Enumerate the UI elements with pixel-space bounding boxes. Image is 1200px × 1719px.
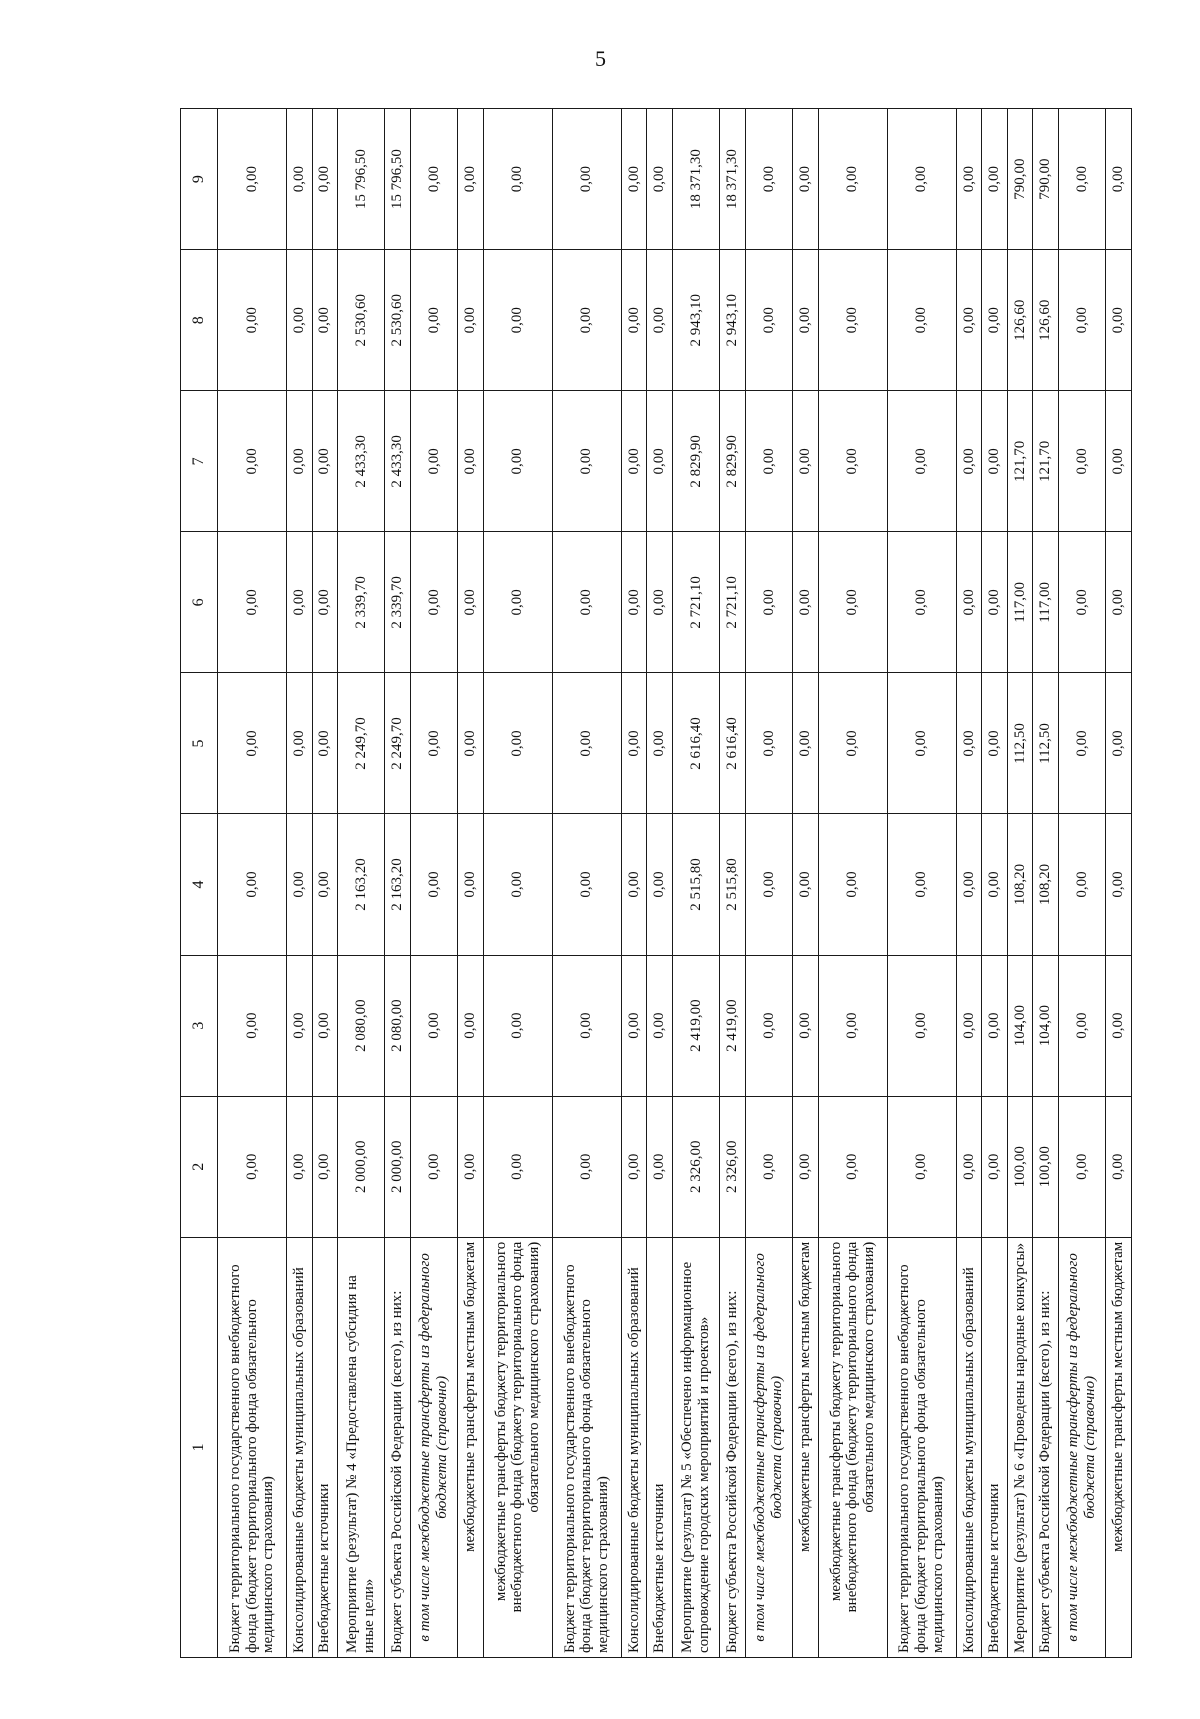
cell-value: 0,00: [483, 532, 552, 673]
col-header-8: 8: [181, 250, 218, 391]
table-row: [552, 109, 621, 1658]
cell-value: 0,00: [483, 250, 552, 391]
cell-value: 0,00: [411, 955, 458, 1096]
cell-value: 790,00: [1007, 109, 1033, 250]
cell-value: 2 339,70: [338, 532, 385, 673]
row-label: Внебюджетные источники: [982, 1237, 1008, 1657]
cell-value: 2 515,80: [672, 814, 719, 955]
cell-value: 0,00: [818, 955, 887, 1096]
cell-value: 0,00: [647, 814, 673, 955]
cell-value: 2 419,00: [672, 955, 719, 1096]
cell-value: 0,00: [818, 1096, 887, 1237]
cell-value: 0,00: [745, 532, 792, 673]
cell-value: 0,00: [218, 391, 287, 532]
cell-value: 126,60: [1033, 250, 1059, 391]
cell-value: 0,00: [1106, 391, 1132, 532]
cell-value: 0,00: [818, 673, 887, 814]
cell-value: 0,00: [458, 109, 484, 250]
cell-value: 100,00: [1033, 1096, 1059, 1237]
row-label: Бюджет территориального государственного внебюджетного фонда (бюджет территориального фонда обязательного медицинского страхования): [218, 1237, 287, 1657]
cell-value: 0,00: [552, 1096, 621, 1237]
table-row: [887, 109, 956, 1658]
cell-value: 0,00: [458, 673, 484, 814]
cell-value: 2 616,40: [720, 673, 746, 814]
cell-value: 0,00: [483, 955, 552, 1096]
row-label: в том числе межбюджетные трансферты из федерального бюджета (справочно): [1058, 1237, 1105, 1657]
row-label: Бюджет субъекта Российской Федерации (всего), из них:: [385, 1237, 411, 1657]
table-row: [338, 109, 385, 1658]
cell-value: 0,00: [458, 814, 484, 955]
row-label: межбюджетные трансферты местным бюджетам: [1106, 1237, 1132, 1657]
table-row: [1033, 109, 1059, 1658]
row-label: Внебюджетные источники: [312, 1237, 338, 1657]
cell-value: 0,00: [982, 391, 1008, 532]
table-row: [458, 109, 484, 1658]
cell-value: 100,00: [1007, 1096, 1033, 1237]
cell-value: 15 796,50: [385, 109, 411, 250]
cell-value: 0,00: [745, 391, 792, 532]
cell-value: 0,00: [887, 673, 956, 814]
cell-value: 0,00: [1106, 1096, 1132, 1237]
cell-value: 0,00: [647, 532, 673, 673]
cell-value: 0,00: [982, 955, 1008, 1096]
cell-value: 0,00: [552, 532, 621, 673]
col-header-3: 3: [181, 955, 218, 1096]
cell-value: 0,00: [286, 673, 312, 814]
cell-value: 0,00: [647, 955, 673, 1096]
cell-value: 0,00: [887, 814, 956, 955]
cell-value: 0,00: [887, 109, 956, 250]
cell-value: 0,00: [312, 1096, 338, 1237]
cell-value: 0,00: [552, 250, 621, 391]
cell-value: 0,00: [1106, 250, 1132, 391]
cell-value: 2 515,80: [720, 814, 746, 955]
cell-value: 0,00: [982, 250, 1008, 391]
cell-value: 2 326,00: [672, 1096, 719, 1237]
cell-value: 0,00: [982, 1096, 1008, 1237]
cell-value: 0,00: [956, 250, 982, 391]
table-row: [385, 109, 411, 1658]
cell-value: 0,00: [218, 955, 287, 1096]
cell-value: 0,00: [647, 1096, 673, 1237]
col-header-1: 1: [181, 1237, 218, 1657]
cell-value: 112,50: [1007, 673, 1033, 814]
page-number: 5: [595, 46, 606, 71]
cell-value: 0,00: [745, 250, 792, 391]
cell-value: 0,00: [458, 955, 484, 1096]
table-row: [956, 109, 982, 1658]
cell-value: 0,00: [552, 814, 621, 955]
cell-value: 0,00: [1106, 109, 1132, 250]
cell-value: 0,00: [312, 814, 338, 955]
row-label: межбюджетные трансферты местным бюджетам: [458, 1237, 484, 1657]
table-row: [672, 109, 719, 1658]
cell-value: 0,00: [286, 955, 312, 1096]
cell-value: 0,00: [218, 673, 287, 814]
row-label: Мероприятие (результат) № 4 «Предоставлена субсидия на иные цели»: [338, 1237, 385, 1657]
cell-value: 0,00: [218, 532, 287, 673]
cell-value: 0,00: [218, 814, 287, 955]
table-row: [621, 109, 647, 1658]
cell-value: 0,00: [552, 955, 621, 1096]
cell-value: 0,00: [286, 109, 312, 250]
cell-value: 0,00: [621, 391, 647, 532]
cell-value: 0,00: [887, 1096, 956, 1237]
col-header-4: 4: [181, 814, 218, 955]
cell-value: 0,00: [552, 391, 621, 532]
header-row: [181, 109, 218, 1658]
cell-value: 0,00: [982, 673, 1008, 814]
cell-value: 0,00: [411, 391, 458, 532]
cell-value: 790,00: [1033, 109, 1059, 250]
row-label: межбюджетные трансферты бюджету территориального внебюджетного фонда (бюджету территориального фонда обязательного медицинского страхования): [818, 1237, 887, 1657]
cell-value: 0,00: [956, 814, 982, 955]
cell-value: 0,00: [312, 250, 338, 391]
cell-value: 0,00: [1106, 955, 1132, 1096]
cell-value: 0,00: [956, 109, 982, 250]
cell-value: 0,00: [793, 814, 819, 955]
table-row: [218, 109, 287, 1658]
cell-value: 0,00: [793, 109, 819, 250]
cell-value: 0,00: [1106, 532, 1132, 673]
cell-value: 0,00: [286, 532, 312, 673]
cell-value: 15 796,50: [338, 109, 385, 250]
table-row: [647, 109, 673, 1658]
cell-value: 0,00: [982, 814, 1008, 955]
cell-value: 0,00: [621, 532, 647, 673]
cell-value: 0,00: [956, 955, 982, 1096]
cell-value: 0,00: [1106, 673, 1132, 814]
cell-value: 0,00: [458, 250, 484, 391]
cell-value: 0,00: [887, 391, 956, 532]
cell-value: 2 249,70: [338, 673, 385, 814]
cell-value: 0,00: [745, 814, 792, 955]
cell-value: 0,00: [818, 391, 887, 532]
cell-value: 0,00: [1058, 1096, 1105, 1237]
budget-table: [180, 108, 1132, 1658]
cell-value: 2 829,90: [672, 391, 719, 532]
row-label: межбюджетные трансферты местным бюджетам: [793, 1237, 819, 1657]
cell-value: 2 249,70: [385, 673, 411, 814]
cell-value: 0,00: [818, 532, 887, 673]
cell-value: 0,00: [312, 955, 338, 1096]
cell-value: 2 326,00: [720, 1096, 746, 1237]
cell-value: 2 530,60: [385, 250, 411, 391]
cell-value: 0,00: [956, 391, 982, 532]
cell-value: 0,00: [218, 1096, 287, 1237]
table-row: [720, 109, 746, 1658]
cell-value: 0,00: [286, 1096, 312, 1237]
table-row: [411, 109, 458, 1658]
cell-value: 0,00: [982, 109, 1008, 250]
cell-value: 2 943,10: [672, 250, 719, 391]
cell-value: 121,70: [1033, 391, 1059, 532]
cell-value: 2 080,00: [385, 955, 411, 1096]
table-rotation: [180, 108, 1132, 1658]
cell-value: 0,00: [793, 532, 819, 673]
cell-value: 0,00: [458, 391, 484, 532]
cell-value: 0,00: [483, 673, 552, 814]
cell-value: 0,00: [647, 391, 673, 532]
cell-value: 0,00: [621, 814, 647, 955]
row-label: Мероприятие (результат) № 5 «Обеспечено информационное сопровождение городских мероприятий и проектов»: [672, 1237, 719, 1657]
row-label: Консолидированные бюджеты муниципальных образований: [956, 1237, 982, 1657]
row-label: Бюджет субъекта Российской Федерации (всего), из них:: [1033, 1237, 1059, 1657]
cell-value: 0,00: [411, 532, 458, 673]
table-row: [793, 109, 819, 1658]
table-row: [818, 109, 887, 1658]
cell-value: 0,00: [312, 109, 338, 250]
row-label: Консолидированные бюджеты муниципальных образований: [286, 1237, 312, 1657]
cell-value: 0,00: [1058, 814, 1105, 955]
cell-value: 0,00: [483, 1096, 552, 1237]
cell-value: 121,70: [1007, 391, 1033, 532]
cell-value: 0,00: [647, 250, 673, 391]
cell-value: 0,00: [458, 1096, 484, 1237]
table-row: [1106, 109, 1132, 1658]
cell-value: 0,00: [286, 391, 312, 532]
cell-value: 108,20: [1033, 814, 1059, 955]
cell-value: 0,00: [745, 673, 792, 814]
col-header-2: 2: [181, 1096, 218, 1237]
cell-value: 0,00: [218, 109, 287, 250]
cell-value: 0,00: [1058, 250, 1105, 391]
cell-value: 0,00: [218, 250, 287, 391]
cell-value: 0,00: [312, 673, 338, 814]
cell-value: 2 530,60: [338, 250, 385, 391]
cell-value: 0,00: [552, 673, 621, 814]
table-row: [745, 109, 792, 1658]
cell-value: 2 829,90: [720, 391, 746, 532]
row-label: Консолидированные бюджеты муниципальных образований: [621, 1237, 647, 1657]
cell-value: 2 000,00: [385, 1096, 411, 1237]
row-label: Мероприятие (результат) № 6 «Проведены народные конкурсы»: [1007, 1237, 1033, 1657]
table-row: [286, 109, 312, 1658]
cell-value: 0,00: [1058, 673, 1105, 814]
table-rotated-container: [180, 108, 1132, 1658]
cell-value: 0,00: [552, 109, 621, 250]
cell-value: 2 163,20: [338, 814, 385, 955]
row-label: межбюджетные трансферты бюджету территориального внебюджетного фонда (бюджету территориального фонда обязательного медицинского страхования): [483, 1237, 552, 1657]
cell-value: 0,00: [887, 955, 956, 1096]
cell-value: 0,00: [621, 673, 647, 814]
cell-value: 117,00: [1033, 532, 1059, 673]
cell-value: 126,60: [1007, 250, 1033, 391]
cell-value: 0,00: [745, 1096, 792, 1237]
cell-value: 0,00: [411, 250, 458, 391]
cell-value: 0,00: [621, 109, 647, 250]
cell-value: 0,00: [956, 532, 982, 673]
table-row: [1007, 109, 1033, 1658]
col-header-5: 5: [181, 673, 218, 814]
cell-value: 0,00: [818, 109, 887, 250]
cell-value: 0,00: [483, 391, 552, 532]
row-label: Бюджет субъекта Российской Федерации (всего), из них:: [720, 1237, 746, 1657]
cell-value: 0,00: [793, 955, 819, 1096]
cell-value: 0,00: [286, 250, 312, 391]
row-label: Внебюджетные источники: [647, 1237, 673, 1657]
cell-value: 2 163,20: [385, 814, 411, 955]
cell-value: 0,00: [1058, 391, 1105, 532]
row-label: Бюджет территориального государственного внебюджетного фонда (бюджет территориального фонда обязательного медицинского страхования): [552, 1237, 621, 1657]
cell-value: 108,20: [1007, 814, 1033, 955]
cell-value: 2 721,10: [672, 532, 719, 673]
row-label: в том числе межбюджетные трансферты из федерального бюджета (справочно): [745, 1237, 792, 1657]
cell-value: 0,00: [411, 814, 458, 955]
cell-value: 2 433,30: [385, 391, 411, 532]
table-row: [312, 109, 338, 1658]
cell-value: 2 616,40: [672, 673, 719, 814]
cell-value: 2 419,00: [720, 955, 746, 1096]
cell-value: 0,00: [621, 955, 647, 1096]
row-label: в том числе межбюджетные трансферты из федерального бюджета (справочно): [411, 1237, 458, 1657]
table-row: [1058, 109, 1105, 1658]
cell-value: 0,00: [793, 250, 819, 391]
cell-value: 104,00: [1033, 955, 1059, 1096]
cell-value: 0,00: [887, 250, 956, 391]
cell-value: 0,00: [483, 814, 552, 955]
cell-value: 18 371,30: [672, 109, 719, 250]
cell-value: 0,00: [956, 1096, 982, 1237]
cell-value: 0,00: [286, 814, 312, 955]
cell-value: 0,00: [312, 391, 338, 532]
cell-value: 0,00: [818, 814, 887, 955]
cell-value: 0,00: [818, 250, 887, 391]
cell-value: 0,00: [411, 673, 458, 814]
cell-value: 0,00: [1058, 532, 1105, 673]
cell-value: 2 339,70: [385, 532, 411, 673]
cell-value: 18 371,30: [720, 109, 746, 250]
cell-value: 0,00: [647, 109, 673, 250]
cell-value: 0,00: [1106, 814, 1132, 955]
cell-value: 2 000,00: [338, 1096, 385, 1237]
cell-value: 0,00: [458, 532, 484, 673]
row-label: Бюджет территориального государственного внебюджетного фонда (бюджет территориального фонда обязательного медицинского страхования): [887, 1237, 956, 1657]
cell-value: 2 433,30: [338, 391, 385, 532]
cell-value: 0,00: [411, 109, 458, 250]
cell-value: 0,00: [1058, 109, 1105, 250]
table-row: [483, 109, 552, 1658]
cell-value: 0,00: [745, 109, 792, 250]
table-body: [218, 109, 1132, 1658]
cell-value: 0,00: [312, 532, 338, 673]
cell-value: 117,00: [1007, 532, 1033, 673]
cell-value: 0,00: [793, 673, 819, 814]
cell-value: 2 721,10: [720, 532, 746, 673]
cell-value: 112,50: [1033, 673, 1059, 814]
cell-value: 0,00: [483, 109, 552, 250]
cell-value: 2 080,00: [338, 955, 385, 1096]
cell-value: 0,00: [411, 1096, 458, 1237]
table-row: [982, 109, 1008, 1658]
col-header-7: 7: [181, 391, 218, 532]
cell-value: 104,00: [1007, 955, 1033, 1096]
cell-value: 0,00: [621, 1096, 647, 1237]
col-header-6: 6: [181, 532, 218, 673]
cell-value: 0,00: [982, 532, 1008, 673]
col-header-9: 9: [181, 109, 218, 250]
cell-value: 0,00: [745, 955, 792, 1096]
cell-value: 0,00: [956, 673, 982, 814]
cell-value: 0,00: [793, 391, 819, 532]
cell-value: 0,00: [647, 673, 673, 814]
cell-value: 0,00: [621, 250, 647, 391]
cell-value: 0,00: [887, 532, 956, 673]
cell-value: 2 943,10: [720, 250, 746, 391]
cell-value: 0,00: [793, 1096, 819, 1237]
cell-value: 0,00: [1058, 955, 1105, 1096]
